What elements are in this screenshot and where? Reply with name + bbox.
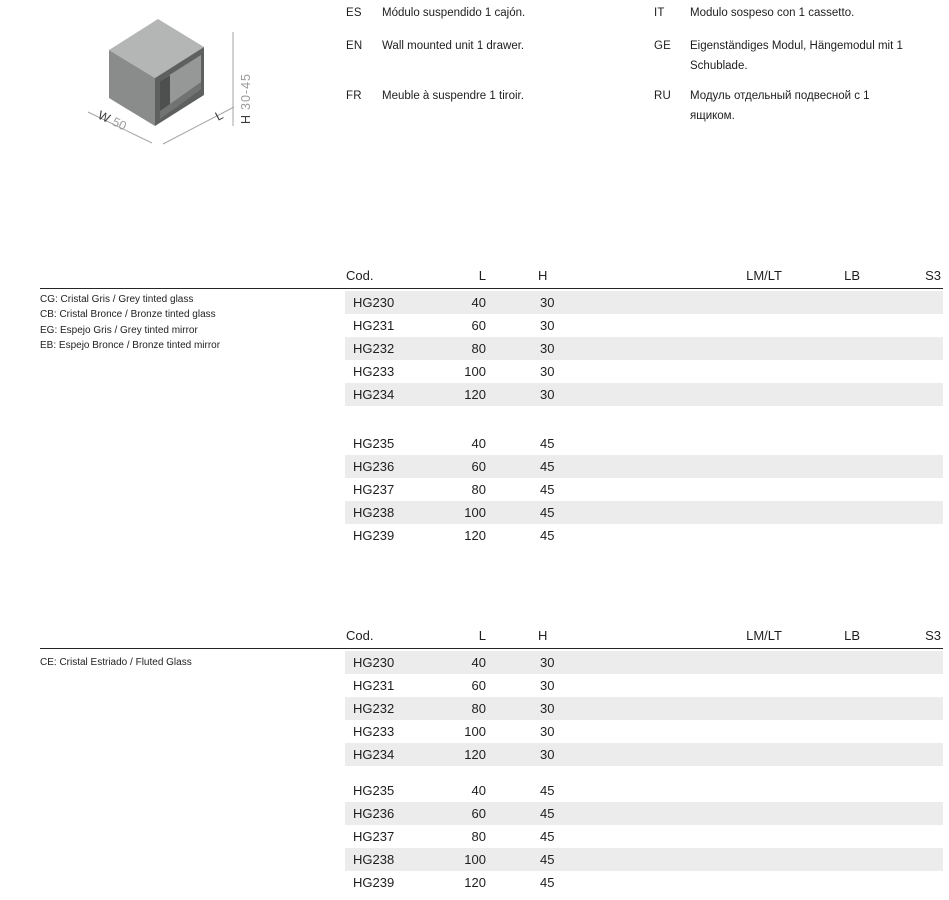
cell-cod: HG236 [353, 459, 395, 474]
language-code: IT [654, 7, 665, 19]
cell-l: 120 [464, 528, 486, 543]
group-gap [345, 406, 943, 432]
table-row [345, 524, 943, 547]
table-row [345, 825, 943, 848]
cell-l: 100 [464, 852, 486, 867]
column-header-s3: S3 [925, 628, 941, 643]
cell-cod: HG236 [353, 806, 395, 821]
wall-unit-isometric-icon [60, 8, 270, 158]
column-header-lb: LB [844, 268, 860, 283]
legend-line: CE: Cristal Estriado / Fluted Glass [40, 657, 192, 668]
column-header-lb: LB [844, 628, 860, 643]
description-text: Модуль отдельный подвесной с 1 ящиком. [690, 90, 870, 122]
table-row [345, 848, 943, 871]
table-row [345, 674, 943, 697]
cell-l: 100 [464, 364, 486, 379]
description-text: Modulo sospeso con 1 cassetto. [690, 7, 855, 19]
language-code: RU [654, 90, 672, 102]
cell-h: 45 [540, 829, 555, 844]
description-en [346, 36, 600, 56]
cell-l: 40 [471, 295, 486, 310]
finish-legend-fluted [40, 655, 192, 670]
legend-line: EG: Espejo Gris / Grey tinted mirror [40, 324, 198, 336]
language-code: EN [346, 40, 363, 52]
cell-h: 30 [540, 387, 555, 402]
column-header-cod: Cod. [346, 628, 374, 643]
cell-l: 100 [464, 724, 486, 739]
cell-cod: HG238 [353, 505, 395, 520]
table-row [345, 478, 943, 501]
cell-h: 45 [540, 875, 555, 890]
cell-h: 30 [540, 295, 555, 310]
cell-cod: HG235 [353, 436, 395, 451]
cell-l: 80 [471, 701, 486, 716]
cell-h: 30 [540, 318, 555, 333]
cell-l: 80 [471, 482, 486, 497]
product-drawing [60, 8, 270, 158]
cell-h: 45 [540, 505, 555, 520]
cell-l: 120 [464, 875, 486, 890]
table-row [345, 651, 943, 674]
table-rows [345, 291, 943, 547]
table-row [345, 455, 943, 478]
description-it [654, 3, 908, 23]
column-header-lmlt: LM/LT [746, 268, 782, 283]
language-code: ES [346, 7, 362, 19]
length-label: L [212, 108, 226, 124]
cell-cod: HG233 [353, 724, 395, 739]
table-row [345, 697, 943, 720]
table-row [345, 871, 943, 894]
table-row [345, 779, 943, 802]
description-text: Meuble à suspendre 1 tiroir. [382, 90, 524, 102]
legend-line: EB: Espejo Bronce / Bronze tinted mirror [40, 339, 221, 351]
cell-cod: HG232 [353, 341, 395, 356]
height-label: H30-45 [239, 72, 253, 124]
cell-h: 45 [540, 459, 555, 474]
cell-h: 45 [540, 436, 555, 451]
cell-l: 60 [471, 806, 486, 821]
cell-cod: HG232 [353, 701, 395, 716]
column-header-l: L [478, 268, 486, 283]
table-row [345, 291, 943, 314]
cell-h: 30 [540, 364, 555, 379]
cell-h: 30 [540, 724, 555, 739]
cell-cod: HG234 [353, 747, 395, 762]
cell-h: 45 [540, 806, 555, 821]
cell-h: 45 [540, 852, 555, 867]
table-row [345, 432, 943, 455]
cell-l: 60 [471, 678, 486, 693]
width-label: W50 [95, 108, 129, 134]
cell-l: 40 [471, 655, 486, 670]
cell-h: 30 [540, 747, 555, 762]
cell-h: 45 [540, 528, 555, 543]
table-rows [345, 651, 943, 894]
cell-l: 40 [471, 436, 486, 451]
cell-cod: HG235 [353, 783, 395, 798]
table-row [345, 720, 943, 743]
cell-cod: HG238 [353, 852, 395, 867]
cell-h: 30 [540, 678, 555, 693]
cell-l: 80 [471, 341, 486, 356]
cell-l: 80 [471, 829, 486, 844]
column-header-s3: S3 [925, 268, 941, 283]
table-header [40, 622, 943, 649]
column-header-l: L [478, 628, 486, 643]
cell-h: 45 [540, 783, 555, 798]
description-es [346, 3, 600, 23]
table-row [345, 314, 943, 337]
cell-l: 100 [464, 505, 486, 520]
finish-legend-tinted [40, 292, 220, 353]
description-ge [654, 36, 908, 76]
cell-cod: HG239 [353, 528, 395, 543]
cell-h: 45 [540, 482, 555, 497]
cell-cod: HG237 [353, 829, 395, 844]
cell-cod: HG234 [353, 387, 395, 402]
cell-l: 60 [471, 318, 486, 333]
cell-h: 30 [540, 655, 555, 670]
language-code: GE [654, 40, 672, 52]
column-header-lmlt: LM/LT [746, 628, 782, 643]
group-gap [345, 766, 943, 779]
table-row [345, 337, 943, 360]
cell-cod: HG231 [353, 318, 395, 333]
legend-line: CG: Cristal Gris / Grey tinted glass [40, 294, 194, 305]
cell-l: 120 [464, 387, 486, 402]
cell-cod: HG230 [353, 655, 395, 670]
table-row [345, 743, 943, 766]
cell-l: 60 [471, 459, 486, 474]
legend-line: CB: Cristal Bronce / Bronze tinted glass [40, 309, 216, 321]
cell-l: 120 [464, 747, 486, 762]
cell-h: 30 [540, 341, 555, 356]
cell-h: 30 [540, 701, 555, 716]
description-text: Wall mounted unit 1 drawer. [382, 40, 525, 52]
cell-cod: HG231 [353, 678, 395, 693]
cell-cod: HG239 [353, 875, 395, 890]
table-header [40, 262, 943, 289]
table-row [345, 383, 943, 406]
table-row [345, 360, 943, 383]
description-ru [654, 86, 908, 126]
description-text: Eigenständiges Modul, Hängemodul mit 1 Schublade. [690, 40, 903, 72]
table-row [345, 501, 943, 524]
column-header-h: H [538, 268, 548, 283]
cell-cod: HG237 [353, 482, 395, 497]
description-text: Módulo suspendido 1 cajón. [382, 7, 526, 19]
column-header-cod: Cod. [346, 268, 374, 283]
cell-l: 40 [471, 783, 486, 798]
table-row [345, 802, 943, 825]
language-code: FR [346, 90, 362, 102]
cell-cod: HG233 [353, 364, 395, 379]
description-fr [346, 86, 600, 106]
column-header-h: H [538, 628, 548, 643]
cell-cod: HG230 [353, 295, 395, 310]
